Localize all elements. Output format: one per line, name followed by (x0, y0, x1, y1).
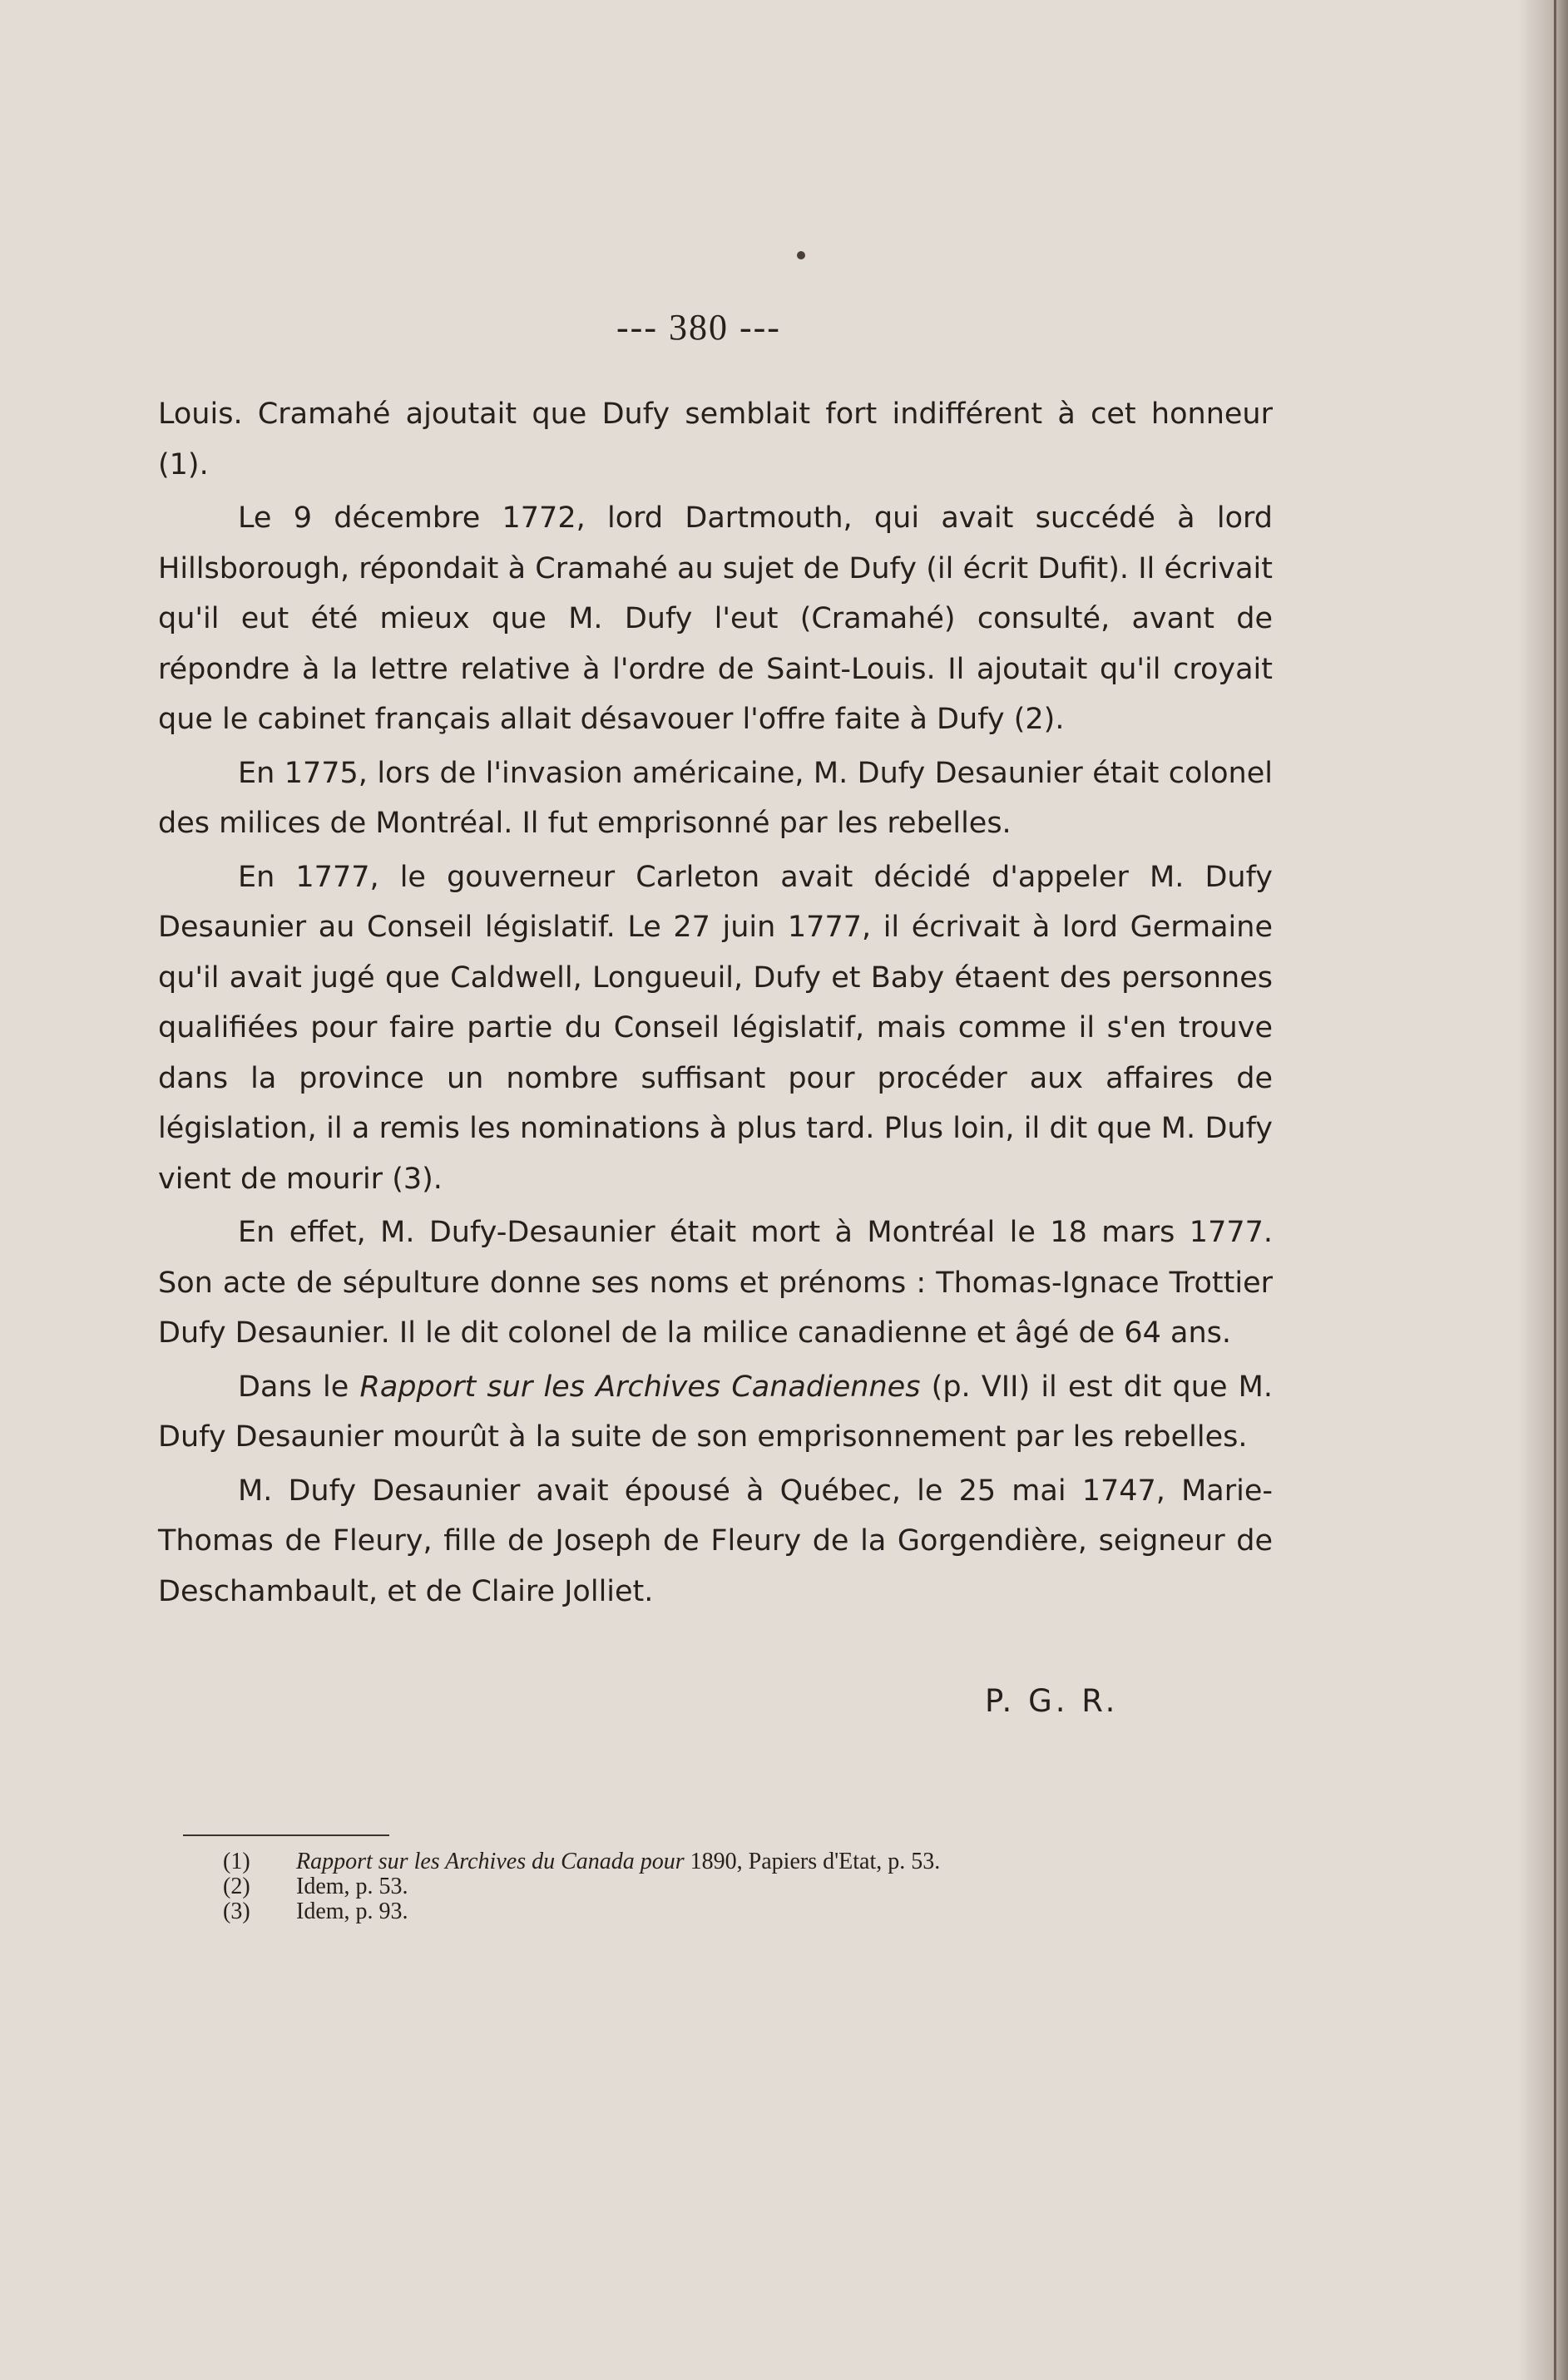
page-edge-shadow (1518, 0, 1568, 2380)
footnote-number: (1) (223, 1849, 250, 1874)
footnote-number: (2) (223, 1874, 250, 1899)
paragraph-1: Louis. Cramahé ajoutait que Dufy semblait fort indifférent à cet honneur (1). (158, 397, 1273, 481)
footnote-source-detail: 1890, Papiers d'Etat, p. 53. (684, 1849, 941, 1874)
ink-speck (797, 251, 805, 259)
body-text (158, 389, 1273, 1620)
footnote-3 (223, 1899, 1279, 1924)
footnote-text: Idem, p. 53. (296, 1874, 408, 1899)
footnote-separator (183, 1834, 389, 1836)
page-edge-line (1554, 0, 1556, 2380)
footnote-text (296, 1849, 940, 1874)
page-number: --- 380 --- (616, 307, 781, 348)
footnote-2 (223, 1874, 1279, 1899)
paragraph-7: M. Dufy Desaunier avait épousé à Québec, le 25 mai 1747, Marie-Thomas de Fleury, fille de Joseph de Fleury de la Gorgendière, seigneur de Deschambault, et de Claire Jolliet. (158, 1474, 1273, 1608)
footnote-text: Idem, p. 93. (296, 1899, 408, 1924)
paragraph-2: Le 9 décembre 1772, lord Dartmouth, qui avait succédé à lord Hillsborough, répondait à Cramahé au sujet de Dufy (il écrit Dufit). Il écrivait qu'il eut été mieux que M. Dufy l'eut (Cramahé) consulté, avant de répondre à la lettre relative à l'ordre de Saint-Louis. Il ajoutait qu'il croyait que le cabinet français allait désavouer l'offre faite à Dufy (2). (158, 501, 1273, 736)
signature: P. G. R. (985, 1683, 1119, 1719)
footnotes (223, 1849, 1279, 1924)
paragraph-6 (158, 1362, 1273, 1463)
report-title: Rapport sur les Archives Canadiennes (359, 1370, 921, 1404)
footnote-source-title: Rapport sur les Archives du Canada pour (296, 1849, 685, 1874)
paragraph-5: En effet, M. Dufy-Desaunier était mort à Montréal le 18 mars 1777. Son acte de sépulture donne ses noms et prénoms : Thomas-Ignace Trottier Dufy Desaunier. Il le dit colonel de la milice canadienne et âgé de 64 ans. (158, 1216, 1273, 1350)
paragraph-3: En 1775, lors de l'invasion américaine, M. Dufy Desaunier était colonel des milices de Montréal. Il fut emprisonné par les rebelles. (158, 756, 1273, 840)
paragraph-6-suffix: (p. VII) il est dit que M. Dufy Desaunier mourût à la suite de son emprisonnement par les rebelles. (158, 1370, 1274, 1454)
paragraph-4: En 1777, le gouverneur Carleton avait décidé d'appeler M. Dufy Desaunier au Conseil législatif. Le 27 juin 1777, il écrivait à lord Germaine qu'il avait jugé que Caldwell, Longueuil, Dufy et Baby étaent des personnes qualifiées pour faire partie du Conseil législatif, mais comme il s'en trouve dans la province un nombre suffisant pour procéder aux affaires de législation, il a remis les nominations à plus tard. Plus loin, il dit que M. Dufy vient de mourir (3). (158, 860, 1273, 1196)
paragraph-6-prefix: Dans le (238, 1370, 360, 1404)
footnote-number: (3) (223, 1899, 250, 1924)
footnote-1 (223, 1849, 1279, 1874)
